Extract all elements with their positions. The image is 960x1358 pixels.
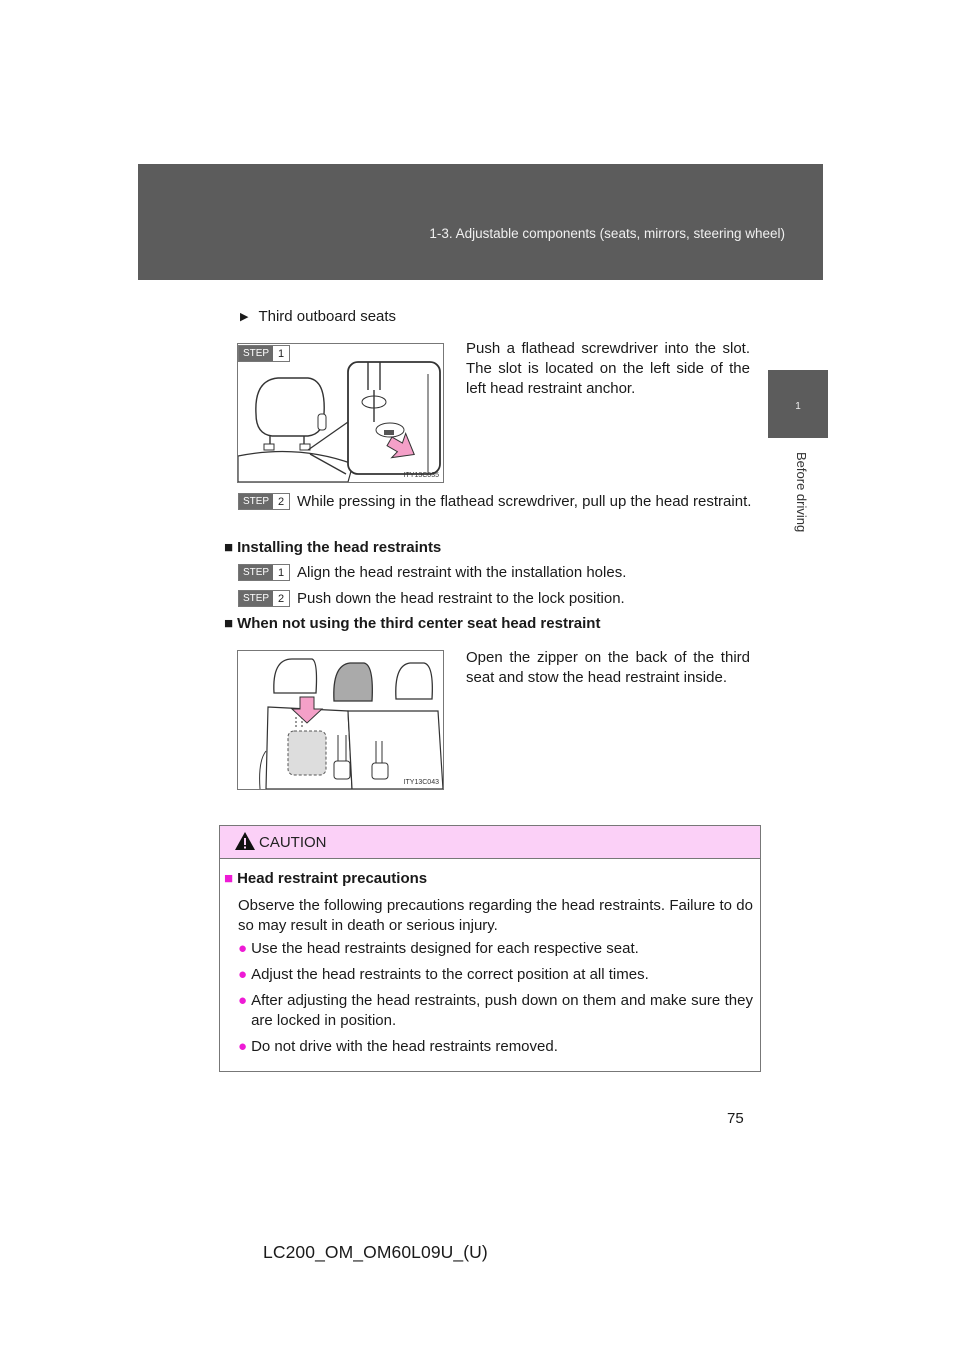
warning-triangle-icon xyxy=(234,831,256,851)
section-heading-text: Installing the head restraints xyxy=(237,539,442,556)
caution-heading-text: Head restraint precautions xyxy=(237,870,428,887)
step-label: STEP xyxy=(239,591,273,606)
step-label: STEP xyxy=(239,494,273,509)
caution-item xyxy=(238,965,649,985)
caution-heading xyxy=(224,869,427,889)
caution-box xyxy=(219,825,761,1072)
caution-header xyxy=(220,826,760,859)
step-badge xyxy=(238,345,290,362)
chapter-header xyxy=(138,164,823,280)
circle-bullet-icon: ● xyxy=(238,1038,248,1055)
head-restraint-illustration xyxy=(238,344,443,482)
triangle-bullet-icon: ▶ xyxy=(240,311,249,323)
caution-title: CAUTION xyxy=(259,834,327,851)
step-label: STEP xyxy=(239,346,273,361)
caution-item-text: Do not drive with the head restraints removed. xyxy=(251,1038,558,1055)
figure-code: ITY13C043 xyxy=(403,779,439,786)
stowed-head-restraint-illustration xyxy=(238,651,443,789)
step-badge xyxy=(238,564,290,581)
step-text: Push down the head restraint to the lock position. xyxy=(297,590,625,607)
section-tab-label: Before driving xyxy=(794,452,809,533)
subsection-title-text: Third outboard seats xyxy=(258,308,397,325)
step-text: Push a flathead screwdriver into the slot. The slot is located on the left side of the left head restraint anchor. xyxy=(466,340,750,397)
step-number: 1 xyxy=(273,346,289,361)
step-text: Align the head restraint with the installation holes. xyxy=(297,564,627,581)
stow-instruction-text: Open the zipper on the back of the third seat and stow the head restraint inside. xyxy=(466,649,750,686)
caution-item-text: After adjusting the head restraints, push down on them and make sure they are locked in position. xyxy=(251,992,753,1029)
document-code: LC200_OM_OM60L09U_(U) xyxy=(263,1242,488,1262)
step-label: STEP xyxy=(239,565,273,580)
section-tab-number: 1 xyxy=(795,401,801,412)
caution-item xyxy=(238,939,639,959)
section-tab xyxy=(768,370,828,438)
step-text: While pressing in the flathead screwdriver, pull up the head restraint. xyxy=(297,493,752,510)
step-number: 2 xyxy=(273,591,289,606)
subsection-title xyxy=(240,307,396,327)
caution-intro: Observe the following precautions regarding the head restraints. Failure to do so may result in death or serious injury. xyxy=(238,897,753,934)
figure-code: ITY13C035 xyxy=(403,472,439,479)
figure-head-restraint-removal xyxy=(237,343,444,483)
circle-bullet-icon: ● xyxy=(238,940,248,957)
section-heading-text: When not using the third center seat head restraint xyxy=(237,615,601,632)
chapter-title: 1-3. Adjustable components (seats, mirrors, steering wheel) xyxy=(429,226,785,241)
caution-item-text: Adjust the head restraints to the correct position at all times. xyxy=(251,966,649,983)
circle-bullet-icon: ● xyxy=(238,992,248,1009)
section-heading xyxy=(224,539,441,556)
step-number: 1 xyxy=(273,565,289,580)
step-number: 2 xyxy=(273,494,289,509)
square-bullet-icon: ■ xyxy=(224,870,234,887)
circle-bullet-icon: ● xyxy=(238,966,248,983)
section-heading xyxy=(224,615,600,632)
figure-stow-head-restraint xyxy=(237,650,444,790)
caution-item xyxy=(238,991,753,1031)
page-number: 75 xyxy=(727,1110,744,1127)
step-badge xyxy=(238,493,290,510)
caution-item-text: Use the head restraints designed for each respective seat. xyxy=(251,940,639,957)
step-badge xyxy=(238,590,290,607)
square-bullet-icon: ■ xyxy=(224,615,234,632)
square-bullet-icon: ■ xyxy=(224,539,234,556)
caution-item xyxy=(238,1037,558,1057)
